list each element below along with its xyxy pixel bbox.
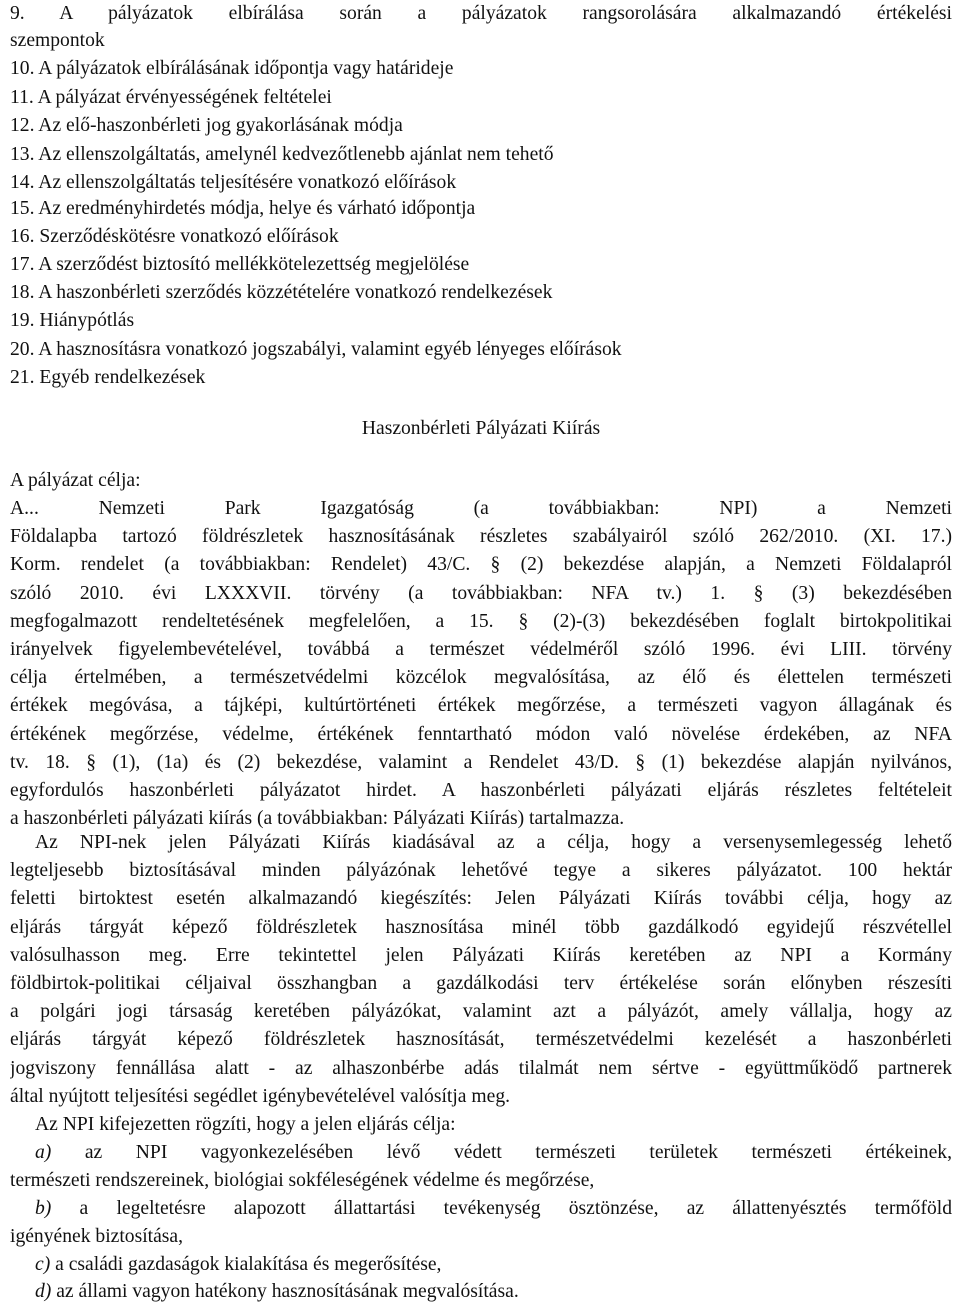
toc-item-10: 10. A pályázatok elbírálásának időpontja vagy határideje: [10, 58, 454, 79]
toc-item-14: 14. Az ellenszolgáltatás teljesítésére vonatkozó előírások: [10, 172, 457, 193]
page-title: Haszonbérleti Pályázati Kiírás: [361, 418, 601, 439]
toc-item-16: 16. Szerződéskötésre vonatkozó előírások: [10, 226, 339, 247]
goal-letter-b: b): [35, 1198, 52, 1219]
goal-text-a-line1: az NPI vagyonkezelésében lévő védett természeti területek természeti értékeinek,: [84, 1142, 952, 1163]
goal-item-c: [35, 1251, 952, 1280]
toc-item-13: 13. Az ellenszolgáltatás, amelynél kedvezőtlenebb ajánlat nem tehető: [10, 144, 554, 165]
para1-line: Korm. rendelet (a továbbiakban: Rendelet) 43/C. § (2) bekezdése alapján, a Nemzeti Földalapról: [10, 554, 952, 576]
para1-line: egyfordulós haszonbérleti pályázatot hirdet. A haszonbérleti pályázati eljárás részletes feltételeit: [10, 780, 952, 801]
toc-item-9-line2: szempontok: [10, 30, 105, 51]
toc-item-9-line1: 9. A pályázatok elbírálása során a pályázatok rangsorolására alkalmazandó értékelési: [10, 3, 952, 24]
para2-line: által nyújtott teljesítési segédlet igénybevételével valósítja meg.: [10, 1085, 511, 1107]
goal-letter-c: c): [35, 1254, 51, 1275]
para1-line: szóló 2010. évi LXXXVII. törvény (a továbbiakban: NFA tv.) 1. § (3) bekezdésében: [10, 582, 952, 604]
goal-text-d: az állami vagyon hatékony hasznosításának megvalósítása.: [56, 1281, 519, 1302]
para2-line: eljárás tárgyát képező földrészletek hasznosítása minél több gazdálkodó egyidejű részvétellel: [10, 916, 952, 938]
para1-line: megfogalmazott rendeltetésének megfelelően, a 15. § (2)-(3) bekezdésében foglalt birtokpolitikai: [10, 610, 952, 632]
toc-item-20: 20. A hasznosításra vonatkozó jogszabályi, valamint egyéb lényeges előírások: [10, 339, 622, 360]
para2-line: földbirtok-politikai céljaival összhangban a gazdálkodási terv értékelése során előnyben részesíti: [10, 973, 952, 994]
toc-item-12: 12. Az elő-haszonbérleti jog gyakorlásának módja: [10, 115, 403, 136]
para1-line: értékének megőrzése, védelme, értékének fenntartható módon való növelése érdekében, az NFA: [10, 723, 952, 745]
goal-item-a-line1: [35, 1139, 952, 1168]
goal-letter-a: a): [35, 1142, 52, 1163]
para2-line: a polgári jogi társaság keretében pályázókat, valamint azt a pályázót, amely vállalja, hogy az: [10, 1001, 952, 1023]
para1-line: Földalapba tartozó földrészletek hasznosításának részletes szabályairól szóló 262/2010. (XI. 17.): [10, 526, 952, 548]
goal-text-b-line1: a legeltetésre alapozott állattartási tevékenység ösztönzése, az állattenyésztés termőföld: [79, 1198, 952, 1219]
toc-item-19: 19. Hiánypótlás: [10, 310, 135, 331]
para1-line: A... Nemzeti Park Igazgatóság (a továbbiakban: NPI) a Nemzeti: [10, 498, 952, 519]
toc-item-21: 21. Egyéb rendelkezések: [10, 367, 206, 388]
para1-line: célja értelmében, a természetvédelmi közcélok megvalósítása, az élő és élettelen természeti: [10, 667, 952, 689]
para1-line: tv. 18. § (1), (1a) és (2) bekezdése, valamint a Rendelet 43/D. § (1) bekezdése alapján nyilvános,: [10, 751, 952, 773]
toc-item-18: 18. A haszonbérleti szerződés közzétételére vonatkozó rendelkezések: [10, 282, 553, 303]
toc-item-11: 11. A pályázat érvényességének feltételei: [10, 87, 332, 108]
para2-line: legteljesebb biztosításával minden pályázónak lehetővé tegye a sikeres pályázatot. 100 hektár: [10, 860, 952, 882]
para2-line: feletti birtoktest esetén alkalmazandó kiegészítés: Jelen Pályázati Kiírás további célja, hogy az: [10, 888, 952, 910]
para2-line: valósulhasson meg. Erre tekintettel jelen Pályázati Kiírás keretében az NPI a Kormány: [10, 944, 952, 966]
goal-letter-d: d): [35, 1281, 52, 1302]
toc-item-15: 15. Az eredményhirdetés módja, helye és várható időpontja: [10, 198, 476, 219]
goal-item-a-line2: természeti rendszereinek, biológiai sokféleségének védelme és megőrzése,: [10, 1170, 595, 1191]
goal-label: A pályázat célja:: [10, 470, 141, 491]
para1-line: irányelvek figyelembevételével, továbbá a természet védelméről szóló 1996. évi LIII. törvény: [10, 639, 952, 660]
toc-item-17: 17. A szerződést biztosító mellékkötelezettség megjelölése: [10, 254, 470, 275]
para2-line: jogviszony fennállása alatt - az alhaszonbérbe adás tilalmát nem sértve - együttműködő partnerek: [10, 1057, 952, 1079]
goal-item-b-line2: igényének biztosítása,: [10, 1226, 184, 1247]
paragraph-3: Az NPI kifejezetten rögzíti, hogy a jelen eljárás célja:: [35, 1114, 456, 1135]
goal-text-c: a családi gazdaságok kialakítása és megerősítése,: [55, 1254, 442, 1275]
para2-line: Az NPI-nek jelen Pályázati Kiírás kiadásával az a célja, hogy a versenysemlegesség lehető: [35, 832, 952, 853]
goal-item-b-line1: [35, 1195, 952, 1224]
goal-item-d: [35, 1278, 952, 1307]
para1-line: a haszonbérleti pályázati kiírás (a továbbiakban: Pályázati Kiírás) tartalmazza.: [10, 808, 625, 830]
para2-line: eljárás tárgyát képező földrészletek hasznosítását, természetvédelmi kezelését a haszonbérleti: [10, 1029, 952, 1051]
para1-line: értékek megóvása, a tájképi, kultúrtörténeti értékek megőrzése, a természeti vagyon állagának és: [10, 695, 952, 717]
